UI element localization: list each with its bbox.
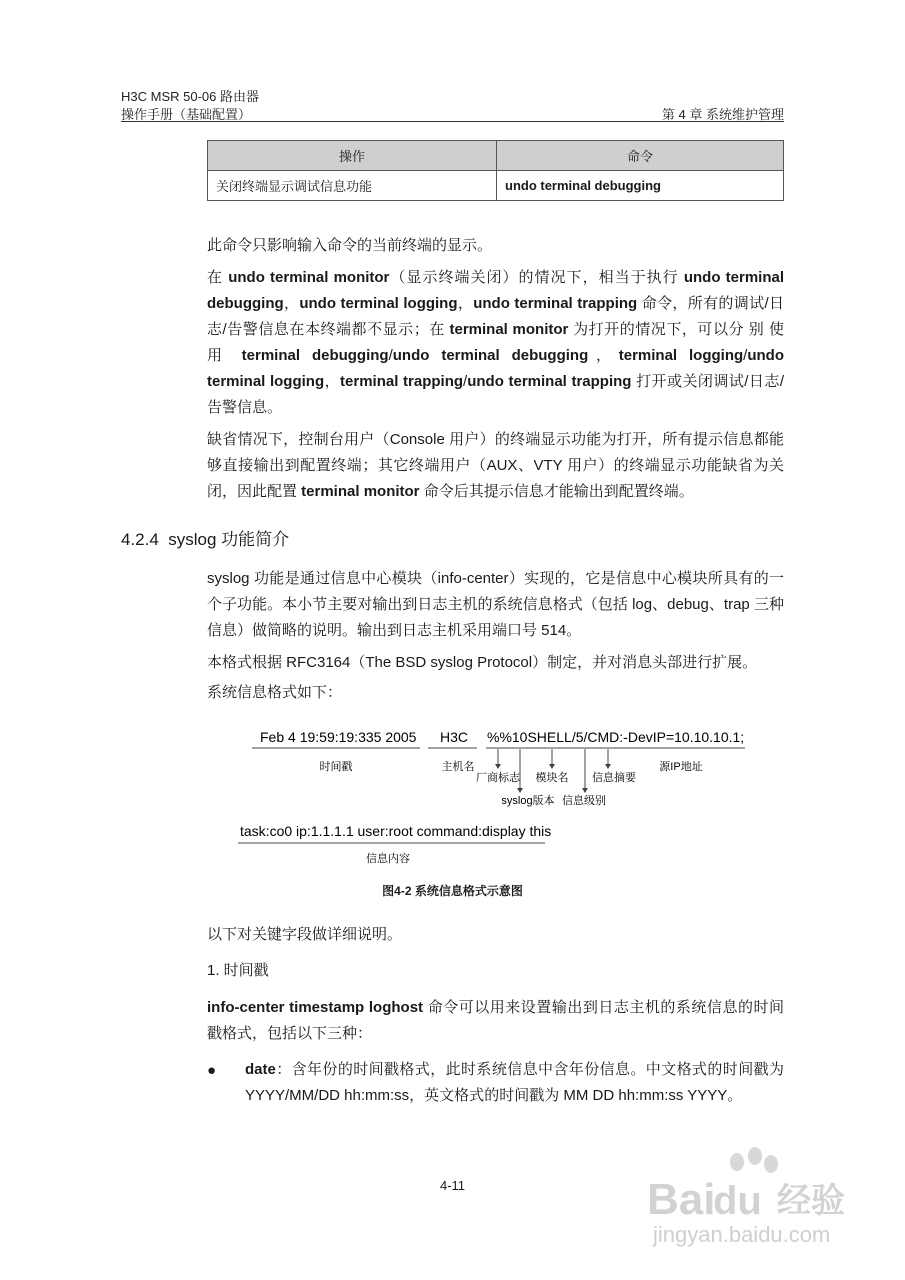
fig-label-timestamp: 时间戳 [319, 761, 353, 773]
table-cell-command: undo terminal debugging [497, 171, 784, 201]
fig-label-digest: 信息摘要 [592, 772, 636, 784]
fig-label-level: 信息级别 [562, 795, 606, 807]
section-title: syslog 功能简介 [168, 530, 290, 549]
fig-label-host: 主机名 [441, 761, 475, 773]
fig-timestamp-text: Feb 4 19:59:19:335 2005 [260, 729, 417, 745]
fig-label-version: syslog版本 [501, 795, 555, 807]
paragraph-date-format: date：含年份的时间戳格式，此时系统信息中含年份信息。中文格式的时间戳为 YYYY/MM/DD hh:mm:ss，英文格式的时间戳为 MM DD hh:mm:ss YYYY。 [245, 1061, 784, 1104]
page-number: 4-11 [439, 1178, 466, 1193]
table-cell-operation: 关闭终端显示调试信息功能 [208, 171, 497, 201]
watermark-brand2: 经验 [777, 1181, 845, 1221]
paragraph-detail: 以下对关键字段做详细说明。 [207, 926, 403, 943]
paragraph-default-console: 缺省情况下，控制台用户（Console 用户）的终端显示功能为打开，所有提示信息都能够直接输出到配置终端；其它终端用户（AUX、VTY 用户）的终端显示功能缺省为关闭，因此配置 terminal monitor 命令后其提示信息才能输出到配置终端。 [207, 431, 784, 500]
subheading-timestamp: 1. 时间戳 [207, 962, 269, 979]
bullet-icon: ● [207, 1062, 217, 1079]
table-header-operation: 操作 [208, 141, 497, 171]
fig-label-module: 模块名 [535, 772, 569, 784]
watermark-brand: Bai [647, 1175, 716, 1224]
paragraph-rfc: 本格式根据 RFC3164（The BSD syslog Protocol）制定，并对消息头部进行扩展。 [207, 654, 758, 671]
figure-caption: 图4-2 系统信息格式示意图 [382, 884, 523, 898]
paragraph-terminal-monitor: 在 undo terminal monitor（显示终端关闭）的情况下，相当于执行 undo terminal debugging，undo terminal logging，undo terminal trapping 命令，所有的调试/日志/告警信息在本终端都不显示；在 terminal monitor 为打开的情况下，可以分 别 使 用 terminal debugging/undo terminal debugging，terminal logging/undo terminal logging，terminal trapping/undo terminal trapping 打开或关闭调试/日志/告警信息。 [207, 269, 785, 416]
paragraph-format: 系统信息格式如下： [207, 684, 343, 701]
fig-message-text: %%10SHELL/5/CMD:-DevIP=10.10.10.1; [487, 729, 745, 745]
fig-label-vendor: 厂商标志 [476, 772, 520, 784]
paragraph-terminal-display: 此命令只影响输入命令的当前终端的显示。 [207, 237, 493, 254]
paragraph-timestamp-cmd: info-center timestamp loghost 命令可以用来设置输出到日志主机的系统信息的时间戳格式，包括以下三种： [207, 999, 784, 1042]
header-product: H3C MSR 50-06 路由器 [121, 89, 259, 104]
header-chapter: 第 4 章 系统维护管理 [661, 107, 784, 122]
table-header-command: 命令 [497, 141, 784, 171]
section-number: 4.2.4 [121, 530, 159, 549]
fig-label-src-ip: 源IP地址 [659, 761, 703, 773]
fig-label-content: 信息内容 [366, 853, 410, 865]
paragraph-syslog-intro: syslog 功能是通过信息中心模块（info-center）实现的，它是信息中心模块所具有的一个子功能。本小节主要对输出到日志主机的系统信息格式（包括 log、debug、trap 三种信息）做简略的说明。输出到日志主机采用端口号 514。 [207, 570, 784, 639]
watermark-du: du [713, 1179, 762, 1223]
header-manual: 操作手册（基础配置） [121, 107, 252, 122]
fig-content-text: task:co0 ip:1.1.1.1 user:root command:display this [240, 823, 552, 839]
baidu-watermark [645, 1142, 855, 1252]
fig-host-text: H3C [440, 729, 469, 745]
watermark-url: jingyan.baidu.com [653, 1222, 831, 1247]
